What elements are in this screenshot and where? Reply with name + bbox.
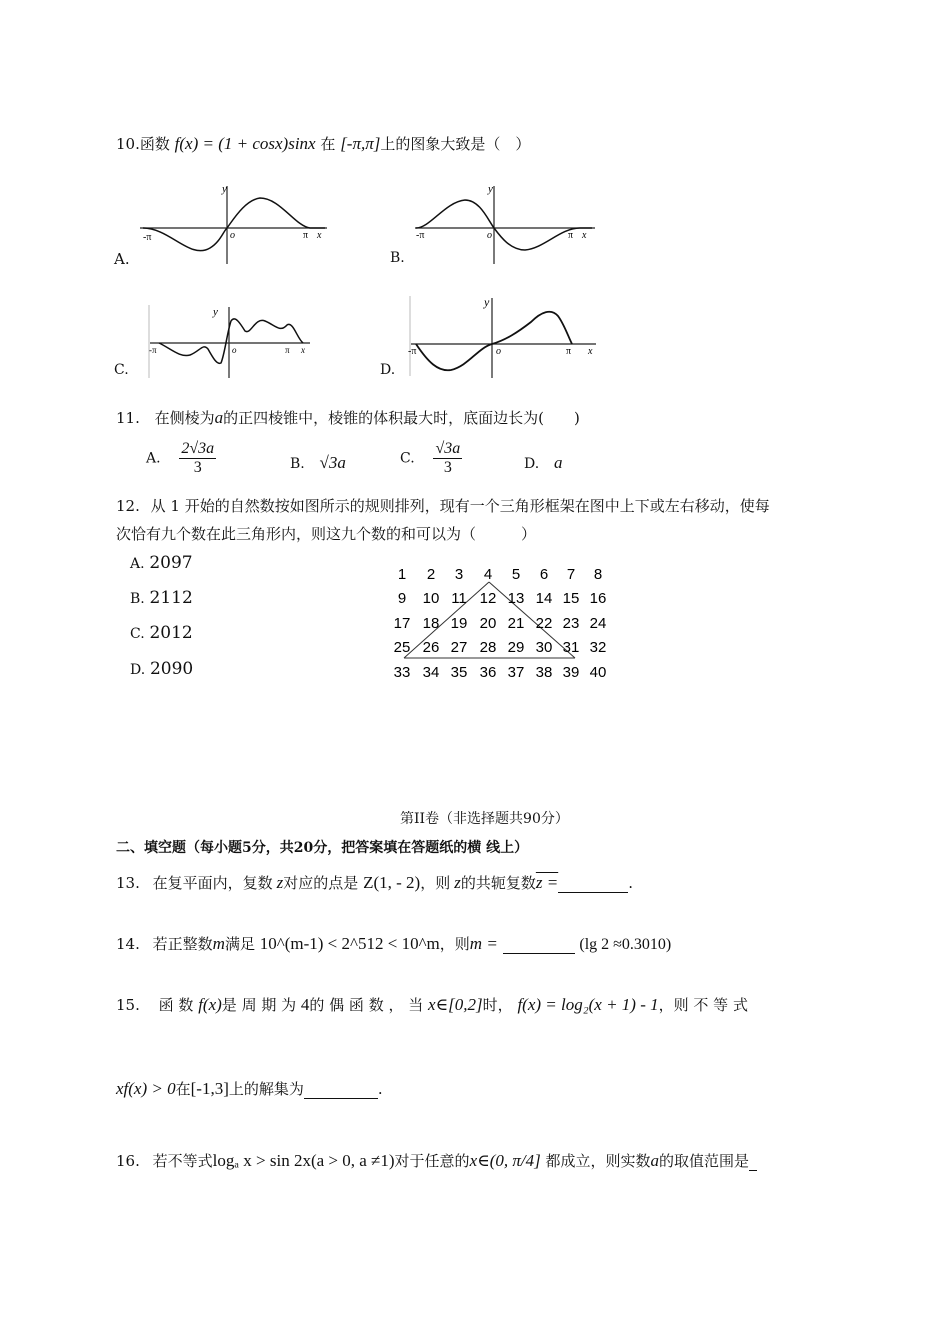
pi-label: π [303, 230, 309, 241]
q12-number: 12. [116, 497, 140, 515]
grid-cell: 39 [562, 664, 580, 681]
grid-cell: 7 [566, 566, 576, 583]
grid-cell: 11 [451, 590, 467, 607]
triangle-left-edge [404, 582, 489, 658]
option-value: √3a [319, 453, 346, 472]
x-label: x [588, 346, 593, 357]
q10-option-c-label[interactable]: C. [114, 362, 129, 378]
grid-cell: 24 [589, 615, 607, 632]
q16 [116, 1150, 757, 1171]
grid-cell: 28 [479, 639, 497, 656]
q15-text: 是 周 期 为 [221, 996, 297, 1014]
q15-line1 [116, 994, 748, 1015]
q13-text: ，则 [420, 874, 451, 892]
fraction-numerator: √3a [435, 440, 461, 457]
q10-option-d-label[interactable]: D. [380, 362, 396, 378]
grid-cell: 9 [397, 590, 407, 607]
fraction-numerator: 2√3a [181, 440, 215, 457]
q11-stem [116, 407, 580, 428]
origin-label: o [496, 346, 501, 357]
option-value: a [553, 453, 563, 472]
option-label: D. [524, 456, 540, 472]
neg-pi-label: -π [149, 345, 157, 355]
q10-stem [116, 133, 530, 154]
grid-cell: 19 [450, 615, 468, 632]
option-label: A. [130, 556, 145, 572]
y-label: y [488, 183, 493, 195]
grid-cell: 40 [589, 664, 607, 681]
grid-cell: 8 [593, 566, 603, 583]
q12-text-line1: 从 1 开始的自然数按如图所示的规则排列，现有一个三角形框架在图中上下或左右移动，使每 [150, 497, 770, 515]
q16-text: 若不等式 [152, 1152, 213, 1170]
grid-cell: 15 [562, 590, 580, 607]
option-value: 2097 [149, 553, 193, 573]
y-label: y [213, 306, 218, 318]
q15-text: 的 偶 函 数 ， 当 [309, 996, 424, 1014]
q14-hint: (lg 2 ≈0.3010) [579, 936, 672, 953]
q13-end: . [628, 874, 633, 892]
grid-cell: 10 [422, 590, 440, 607]
option-value: 2012 [149, 623, 193, 643]
q10-text-pre: 函数 [139, 135, 170, 153]
q10-text-post: 上的图象大致是（ ） [380, 135, 531, 153]
q11-text-pre: 在侧棱为 [154, 409, 215, 427]
q13-number: 13. [116, 874, 140, 892]
grid-cell: 38 [535, 664, 553, 681]
q16-answer-blank[interactable] [749, 1156, 757, 1171]
q15-text: 在 [175, 1080, 191, 1098]
neg-pi-label: -π [416, 230, 425, 241]
grid-cell: 31 [562, 639, 580, 656]
q15-text: ，则 不 等 式 [658, 996, 748, 1014]
option-value: 2112 [149, 588, 193, 608]
grid-cell: 16 [589, 590, 607, 607]
q12-line1 [116, 495, 770, 516]
pi-label: π [285, 345, 290, 355]
pi-label: π [566, 346, 572, 357]
grid-cell: 25 [393, 639, 411, 656]
q15-end: . [377, 1080, 383, 1098]
grid-cell: 30 [535, 639, 553, 656]
curve [416, 200, 592, 250]
grid-cell: 4 [483, 566, 493, 583]
section2-title: 第II卷（非选择题共90分） [400, 811, 569, 827]
q10-number: 10. [116, 135, 140, 153]
grid-cell: 23 [562, 615, 580, 632]
q10-graph-b[interactable] [410, 180, 600, 264]
q14-text: 满足 [224, 935, 255, 953]
q11-option-d[interactable] [524, 453, 562, 473]
grid-cell: 18 [422, 615, 440, 632]
option-label: C. [400, 450, 415, 467]
q10-graph-a[interactable] [135, 180, 335, 264]
grid-cell: 27 [450, 639, 468, 656]
q15-line2 [116, 1078, 383, 1099]
grid-cell: 14 [535, 590, 553, 607]
grid-cell: 1 [397, 566, 407, 583]
q13-text: 在复平面内，复数 [152, 874, 273, 892]
q14-number: 14. [116, 935, 140, 953]
option-label: C. [130, 626, 145, 642]
grid-cell: 12 [479, 590, 497, 607]
q14-answer-blank[interactable] [503, 943, 575, 954]
q15-interval: [-1,3] [190, 1079, 229, 1098]
fraction-denominator: 3 [193, 459, 202, 476]
q14-text: 若正整数 [152, 935, 213, 953]
grid-cell: 29 [507, 639, 525, 656]
curve [143, 198, 325, 251]
q15-text: 函 数 [158, 996, 194, 1014]
q14-text: ，则 [439, 935, 470, 953]
x-label: x [582, 230, 587, 241]
grid-cell: 37 [507, 664, 525, 681]
q15-number: 15. [116, 996, 140, 1014]
grid-cell: 22 [535, 615, 553, 632]
q12-option-d[interactable] [130, 659, 193, 679]
q16-number: 16. [116, 1152, 140, 1170]
grid-cell: 26 [422, 639, 440, 656]
fraction-denominator: 3 [443, 459, 452, 476]
option-label: B. [290, 456, 305, 472]
q15-domain: x∈[0,2] [428, 995, 483, 1014]
q15-period: 4 [300, 995, 310, 1014]
origin-label: o [232, 345, 237, 355]
q10-graph-c[interactable] [145, 303, 315, 378]
grid-cell: 13 [507, 590, 525, 607]
q13-point: Z(1, - 2) [363, 873, 421, 892]
grid-cell: 2 [426, 566, 436, 583]
q14-answer-label: m = [469, 934, 498, 953]
q15-inequality: xf(x) > 0 [116, 1079, 176, 1098]
q11-option-a[interactable] [146, 440, 216, 477]
grid-cell: 20 [479, 615, 497, 632]
q13-var-z: z [454, 873, 461, 892]
q13-conjugate: z = [535, 873, 559, 892]
curve [159, 319, 303, 363]
q11-text-post: 的正四棱锥中，棱锥的体积最大时，底面边长为( ) [223, 409, 580, 427]
grid-cell: 35 [450, 664, 468, 681]
curve [416, 312, 572, 371]
x-label: x [317, 230, 322, 241]
q12-text-line2: 次恰有九个数在此三角形内，则这九个数的和可以为（ ） [116, 525, 537, 543]
q16-var-a: a [650, 1151, 660, 1170]
q14-var-m: m [212, 934, 225, 953]
q16-text: 都成立，则实数 [545, 1152, 651, 1170]
q15-text: 上的解集为 [228, 1080, 304, 1098]
q10-graph-d[interactable] [406, 292, 602, 378]
x-label: x [301, 345, 305, 355]
q13-text: 的共轭复数 [460, 874, 536, 892]
q10-formula: f(x) = (1 + cosx)sinx [174, 134, 316, 153]
q12-option-b[interactable] [130, 588, 193, 608]
q11-var-a: a [214, 408, 224, 427]
grid-cell: 33 [393, 664, 411, 681]
q12-option-a[interactable] [130, 553, 193, 573]
grid-cell: 32 [589, 639, 607, 656]
q12-option-c[interactable] [130, 623, 193, 643]
q13-answer-blank[interactable] [558, 878, 628, 893]
section2-heading: 二、填空题（每小题5分，共20分，把答案填在答题纸的横 线上） [116, 840, 529, 856]
option-value: 2090 [149, 659, 194, 679]
option-label: A. [146, 450, 161, 467]
grid-cell: 6 [539, 566, 549, 583]
grid-cell: 34 [422, 664, 440, 681]
q13 [116, 872, 633, 893]
q15-definition: f(x) = log₂(x + 1) - 1 [517, 995, 659, 1014]
q10-option-a-label[interactable]: A. [114, 250, 130, 268]
q15-answer-blank[interactable] [304, 1084, 378, 1099]
q11-option-b[interactable] [290, 453, 346, 473]
pi-label: π [568, 230, 574, 241]
q13-text: 对应的点是 [283, 874, 359, 892]
q16-domain: x∈(0, π/4] [469, 1151, 541, 1170]
option-label: B. [130, 591, 145, 607]
q10-option-b-label[interactable]: B. [390, 250, 405, 266]
grid-cell: 17 [393, 615, 411, 632]
q10-interval: [-π,π] [340, 134, 381, 153]
q12-number-grid [385, 560, 620, 690]
origin-label: o [487, 230, 492, 241]
q16-text: 的取值范围是 [659, 1152, 750, 1170]
q16-text: 对于任意的 [394, 1152, 470, 1170]
grid-cell: 21 [507, 615, 525, 632]
q16-inequality: logₐ x > sin 2x(a > 0, a ≠1) [212, 1151, 395, 1170]
option-label: D. [130, 662, 146, 678]
q11-option-c[interactable] [400, 440, 462, 477]
grid-cell: 5 [511, 566, 521, 583]
grid-cell: 36 [479, 664, 497, 681]
q10-text-mid: 在 [320, 135, 336, 153]
neg-pi-label: -π [143, 232, 152, 243]
origin-label: o [230, 230, 235, 241]
q14 [116, 933, 671, 954]
q11-number: 11. [116, 409, 140, 427]
y-label: y [222, 183, 227, 195]
q14-inequality: 10^(m-1) < 2^512 < 10^m [259, 934, 440, 953]
grid-cell: 3 [454, 566, 464, 583]
neg-pi-label: -π [408, 346, 417, 357]
y-label: y [484, 295, 490, 309]
q15-text: 时， [482, 996, 513, 1014]
q13-var-z: z [276, 873, 284, 892]
q15-fx: f(x) [198, 995, 222, 1014]
